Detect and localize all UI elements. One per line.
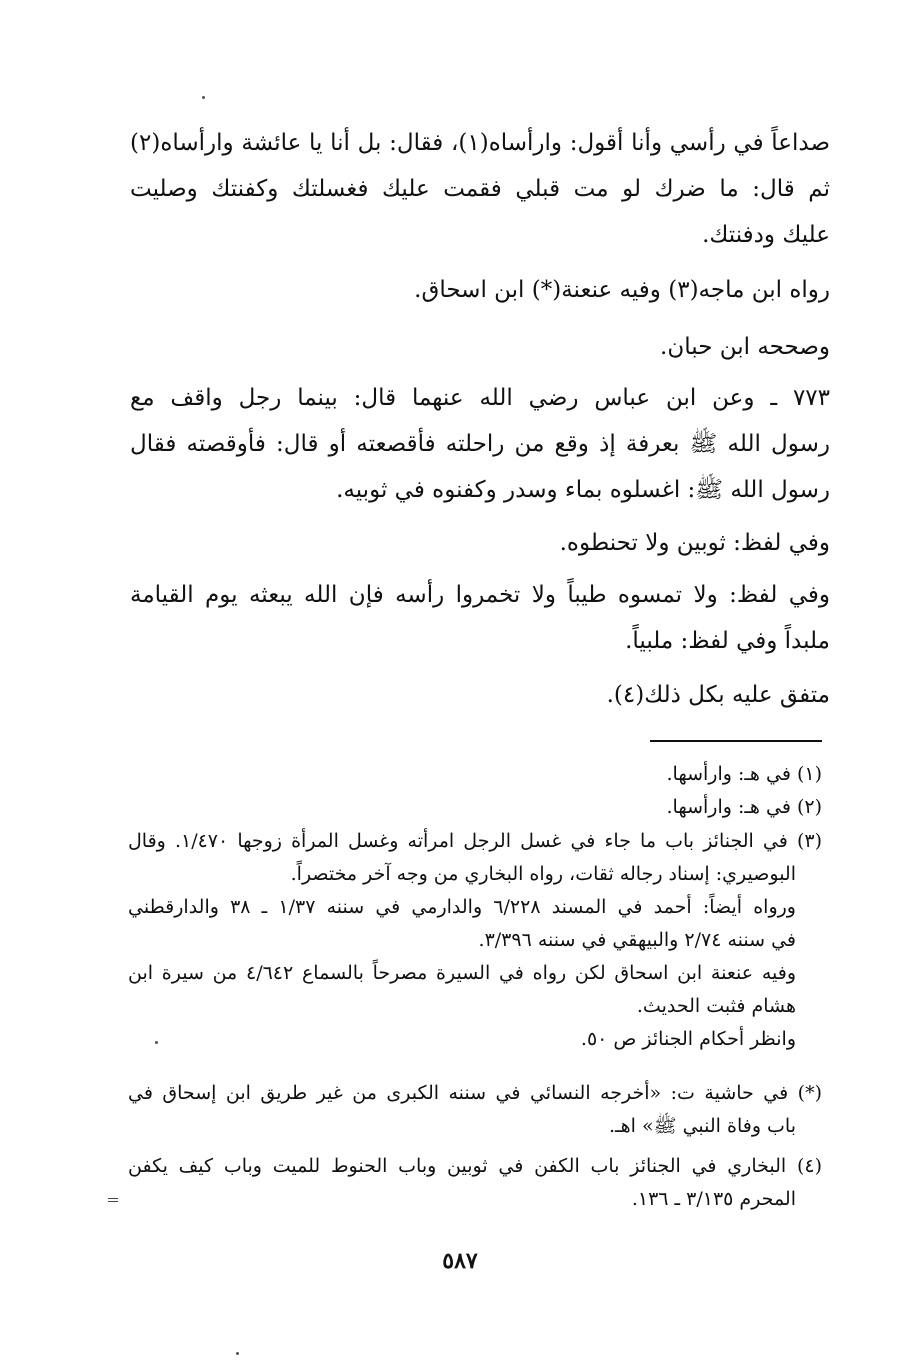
footnote-3 (128, 825, 822, 1056)
footnote-line: هشام فثبت الحديث. (636, 995, 796, 1017)
footnote-line: باب وفاة النبي ﷺ» اهـ. (609, 1115, 796, 1137)
footnote-line: (*) في حاشية ت: «أخرجه النسائي في سننه الكبرى من غير طريق ابن إسحاق في (128, 1082, 822, 1104)
paragraph-agreed-upon (130, 672, 830, 718)
paragraph-hadith-773 (130, 375, 830, 513)
margin-mark (108, 1198, 118, 1204)
footnote-line: (١) في هـ: وارأسها. (666, 763, 822, 785)
footnote-line: (٣) في الجنائز باب ما جاء في غسل الرجل امرأته وغسل المرأة زوجها ١/٤٧٠. وقال (128, 830, 822, 852)
footnote-star (128, 1077, 822, 1143)
paragraph-narration-source (130, 267, 830, 313)
footnote-line: وفيه عنعنة ابن اسحاق لكن رواه في السيرة مصرحاً بالسماع ٤/٦٤٢ من سيرة ابن (128, 962, 796, 984)
scan-speck (202, 96, 205, 99)
footnote-line: (٢) في هـ: وارأسها. (666, 796, 822, 818)
text-line: ثم قال: ما ضرك لو مت قبلي فقمت عليك فغسلتك وكفنتك وصليت (130, 176, 830, 202)
footnote-line: في سننه ٢/٧٤ والبيهقي في سننه ٣/٣٩٦. (478, 929, 796, 951)
text-line: وفي لفظ: ثوبين ولا تحنطوه. (559, 530, 830, 556)
footnote-2 (128, 791, 822, 824)
paragraph-authentication (130, 324, 830, 370)
footnote-line: البوصيري: إسناد رجاله ثقات، رواه البخاري من وجه آخر مختصراً. (290, 863, 796, 885)
scan-speck (155, 1041, 158, 1044)
text-line: رسول الله ﷺ: اغسلوه بماء وسدر وكفنوه في ثوبيه. (336, 477, 830, 503)
footnote-separator (650, 740, 822, 742)
page-number: ٥٨٧ (442, 1248, 478, 1274)
scan-speck (236, 1352, 239, 1355)
text-line: رواه ابن ماجه(٣) وفيه عنعنة(*) ابن اسحاق. (414, 277, 830, 303)
footnote-line: ورواه أيضاً: أحمد في المسند ٦/٢٢٨ والدارمي في سننه ١/٣٧ ـ ٣٨ والدارقطني (128, 896, 796, 918)
text-line: ملبداً وفي لفظ: ملبياً. (625, 628, 830, 654)
footnote-line: (٤) البخاري في الجنائز باب الكفن في ثوبين وباب الحنوط للميت وباب كيف يكفن (128, 1155, 822, 1177)
text-line: وصححه ابن حبان. (660, 334, 830, 360)
footnote-4 (128, 1150, 822, 1216)
text-line: صداعاً في رأسي وأنا أقول: وارأساه(١)، فقال: بل أنا يا عائشة وارأساه(٢) (130, 130, 830, 156)
paragraph-hadith-continuation (130, 120, 830, 258)
text-line: عليك ودفنتك. (702, 222, 830, 248)
footnote-1 (128, 758, 822, 791)
paragraph-variant-wording-1 (130, 520, 830, 566)
text-line: وفي لفظ: ولا تمسوه طيباً ولا تخمروا رأسه فإن الله يبعثه يوم القيامة (130, 582, 830, 608)
footnote-line: وانظر أحكام الجنائز ص ٥٠. (580, 1028, 796, 1050)
footnote-line: المحرم ٣/١٣٥ ـ ١٣٦. (631, 1188, 796, 1210)
text-line: رسول الله ﷺ بعرفة إذ وقع من راحلته فأقصعته أو قال: فأوقصته فقال (130, 431, 830, 457)
text-line: ٧٧٣ ـ وعن ابن عباس رضي الله عنهما قال: بينما رجل واقف مع (130, 385, 830, 411)
text-line: متفق عليه بكل ذلك(٤). (606, 682, 830, 708)
paragraph-variant-wording-2 (130, 572, 830, 664)
